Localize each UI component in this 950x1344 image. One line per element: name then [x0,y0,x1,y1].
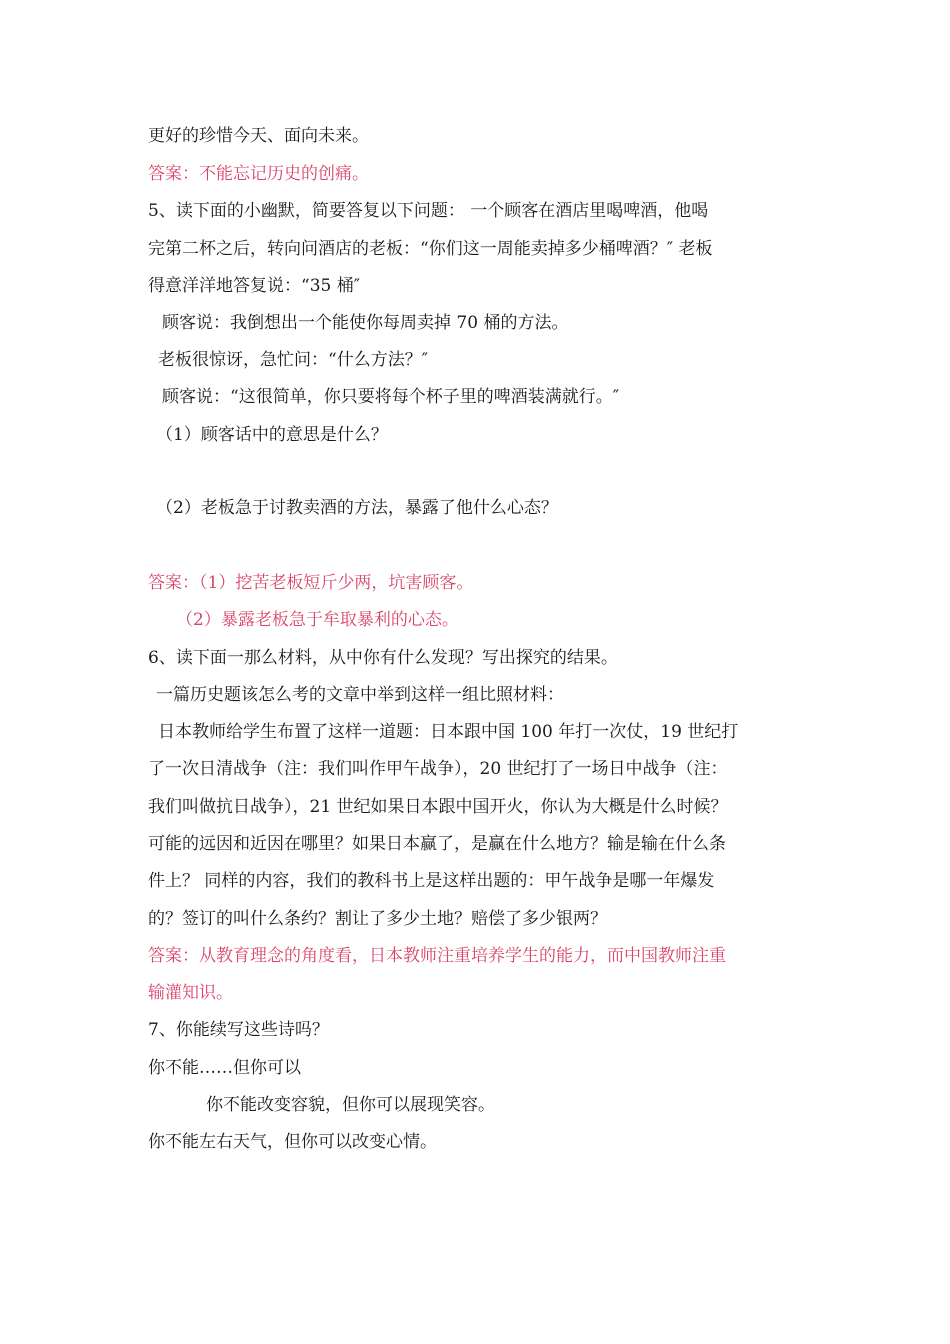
sub-question: （2）老板急于讨教卖酒的方法，暴露了他什么心态？ [156,498,558,518]
answer-line: 输灌知识。 [148,983,233,1003]
text-line: 我们叫做抗日战争），21 世纪如果日本跟中国开火，你认为大概是什么时候？ [148,797,728,817]
text-line: 完第二杯之后，转向问酒店的老板：“你们这一周能卖掉多少桶啤酒？″ 老板 [148,239,713,259]
question-5: 5、读下面的小幽默，简要答复以下问题： 一个顾客在酒店里喝啤酒，他喝 [148,201,709,221]
question-7: 7、你能续写这些诗吗？ [148,1020,329,1040]
text-line: 老板很惊讶，急忙问：“什么方法？″ [158,350,429,370]
poem-line: 你不能改变容貌，但你可以展现笑容。 [206,1095,495,1115]
answer-line: 答案：不能忘记历史的创痛。 [148,164,369,184]
text-line: 日本教师给学生布置了这样一道题：日本跟中国 100 年打一次仗，19 世纪打 [158,722,739,742]
answer-line: 答案：从教育理念的角度看，日本教师注重培养学生的能力，而中国教师注重 [148,946,726,966]
text-line: 得意洋洋地答复说：“35 桶″ [148,276,361,296]
text-line: 一篇历史题该怎么考的文章中举到这样一组比照材料： [156,685,564,705]
text-line: 的？签订的叫什么条约？割让了多少土地？赔偿了多少银两？ [148,909,607,929]
text-line: 顾客说：“这很简单，你只要将每个杯子里的啤酒装满就行。″ [162,387,620,407]
text-line: 你不能……但你可以 [148,1058,301,1078]
text-line: 可能的远因和近因在哪里？如果日本赢了，是赢在什么地方？输是输在什么条 [148,834,726,854]
question-6: 6、读下面一那么材料，从中你有什么发现？写出探究的结果。 [148,648,618,668]
poem-line: 你不能左右天气，但你可以改变心情。 [148,1132,437,1152]
answer-line: 答案：（1）挖苦老板短斤少两，坑害顾客。 [148,573,474,593]
text-line: 件上？ 同样的内容，我们的教科书上是这样出题的：甲午战争是哪一年爆发 [148,871,715,891]
text-line: 顾客说：我倒想出一个能使你每周卖掉 70 桶的方法。 [162,313,569,333]
text-line: 更好的珍惜今天、面向未来。 [148,126,369,146]
text-line: 了一次日清战争（注：我们叫作甲午战争），20 世纪打了一场日中战争（注： [148,759,728,779]
sub-question: （1）顾客话中的意思是什么？ [156,425,388,445]
answer-line: （2）暴露老板急于牟取暴利的心态。 [176,610,459,630]
